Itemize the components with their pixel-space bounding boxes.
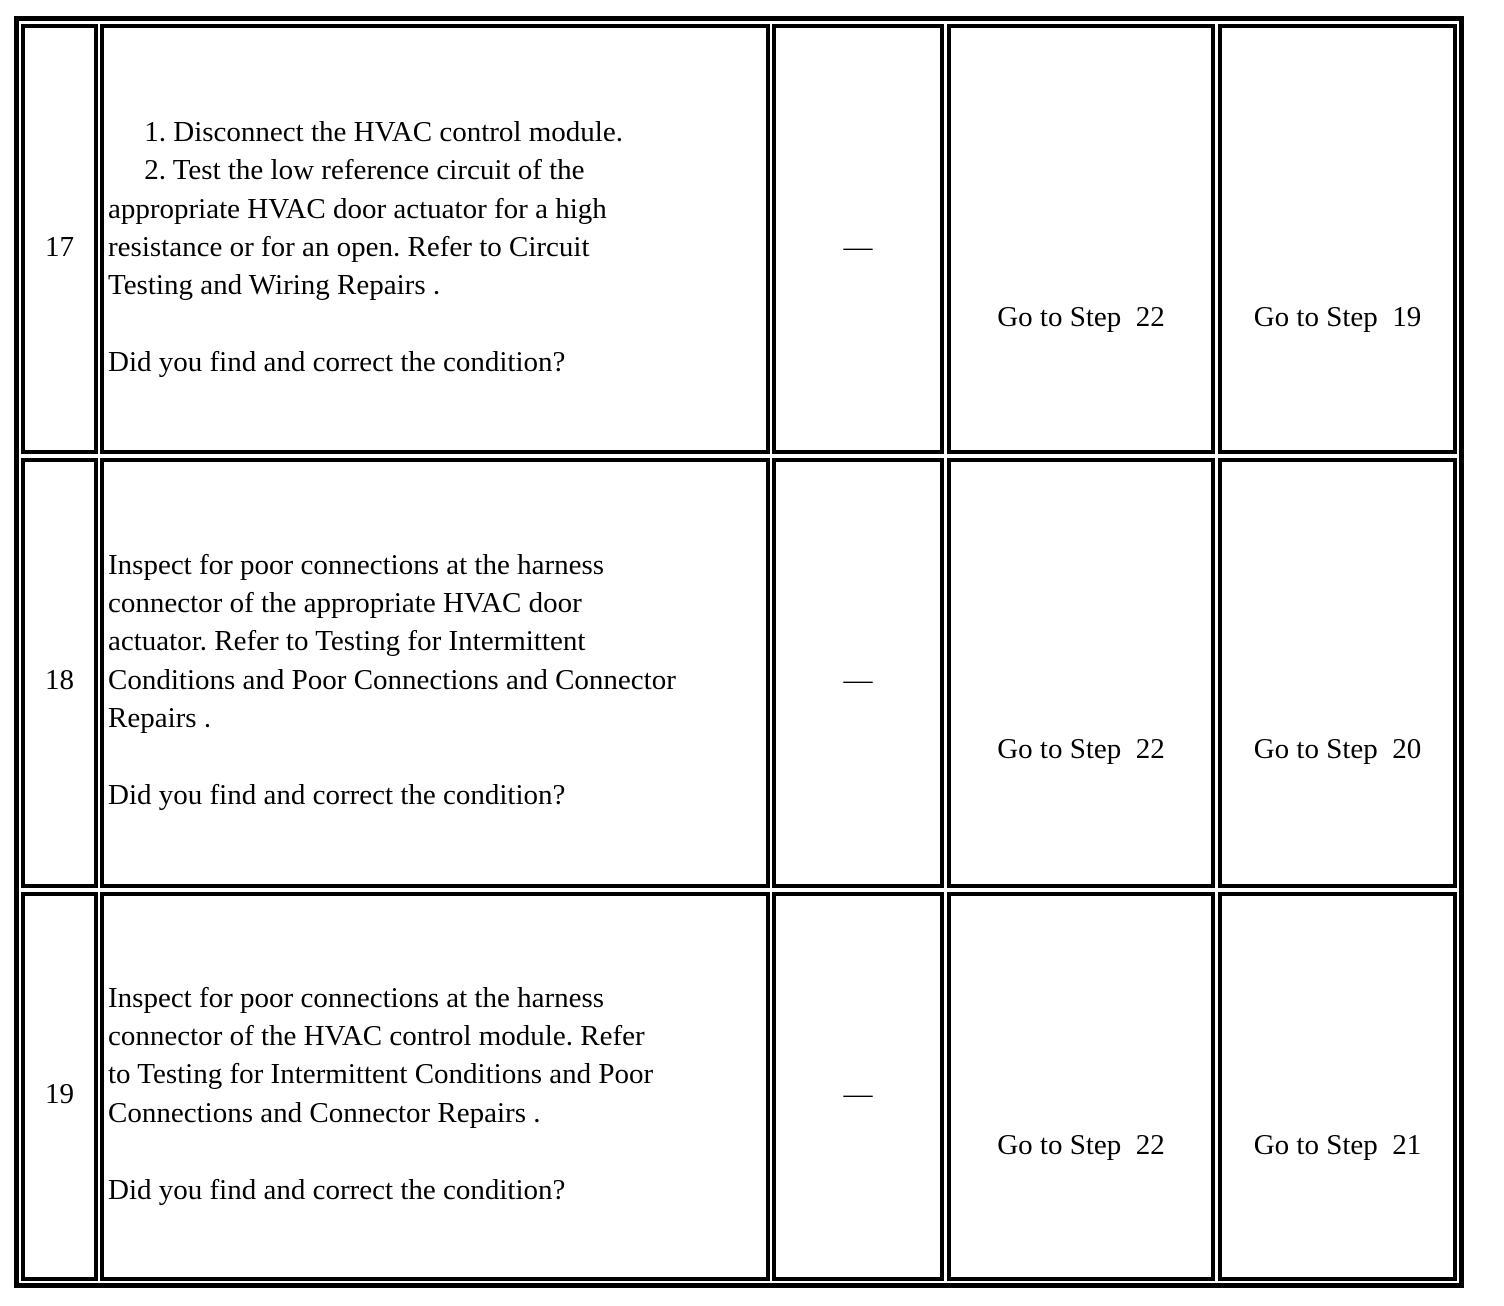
action-line: 1. Disconnect the HVAC control module.: [108, 116, 623, 148]
value-cell: [772, 892, 944, 1281]
step-number: 19: [45, 1078, 74, 1110]
action-cell: [100, 458, 770, 888]
no-cell: [1218, 892, 1457, 1281]
action-line: Repairs .: [108, 702, 212, 734]
action-line: Connections and Connector Repairs .: [108, 1097, 541, 1129]
no-action: Go to Step 19: [1253, 301, 1422, 333]
yes-cell: [947, 24, 1215, 454]
yes-cell: [947, 892, 1215, 1281]
value-cell: [772, 24, 944, 454]
action-line: connector of the HVAC control module. Refer: [108, 1020, 645, 1052]
step-cell: [21, 458, 98, 888]
action-line: Did you find and correct the condition?: [108, 779, 566, 811]
action-line: Testing and Wiring Repairs .: [108, 269, 441, 301]
no-action: Go to Step 20: [1253, 733, 1422, 765]
action-line: connector of the appropriate HVAC door: [108, 587, 582, 619]
step-number: 17: [45, 231, 74, 263]
value-dash: —: [843, 231, 873, 263]
yes-action: Go to Step 22: [997, 1129, 1165, 1161]
action-line: resistance or for an open. Refer to Circuit: [108, 231, 590, 263]
value-dash: —: [843, 1078, 873, 1110]
step-cell: [21, 892, 98, 1281]
diagnostic-table: [14, 16, 1464, 1288]
action-line: Conditions and Poor Connections and Connector: [108, 664, 676, 696]
action-line: to Testing for Intermittent Conditions and Poor: [108, 1058, 654, 1090]
action-line: Did you find and correct the condition?: [108, 346, 566, 378]
value-cell: [772, 458, 944, 888]
step-number: 18: [45, 664, 74, 696]
no-action: Go to Step 21: [1253, 1129, 1422, 1161]
action-line: 2. Test the low reference circuit of the: [108, 154, 585, 186]
step-cell: [21, 24, 98, 454]
action-line: Inspect for poor connections at the harness: [108, 549, 605, 581]
no-cell: [1218, 24, 1457, 454]
action-cell: [100, 892, 770, 1281]
yes-cell: [947, 458, 1215, 888]
yes-action: Go to Step 22: [997, 301, 1165, 333]
action-line: Did you find and correct the condition?: [108, 1174, 566, 1206]
action-cell: [100, 24, 770, 454]
value-dash: —: [843, 664, 873, 696]
action-line: appropriate HVAC door actuator for a high: [108, 193, 607, 225]
yes-action: Go to Step 22: [997, 733, 1165, 765]
action-line: Inspect for poor connections at the harness: [108, 982, 605, 1014]
no-cell: [1218, 458, 1457, 888]
action-line: actuator. Refer to Testing for Intermittent: [108, 625, 586, 657]
